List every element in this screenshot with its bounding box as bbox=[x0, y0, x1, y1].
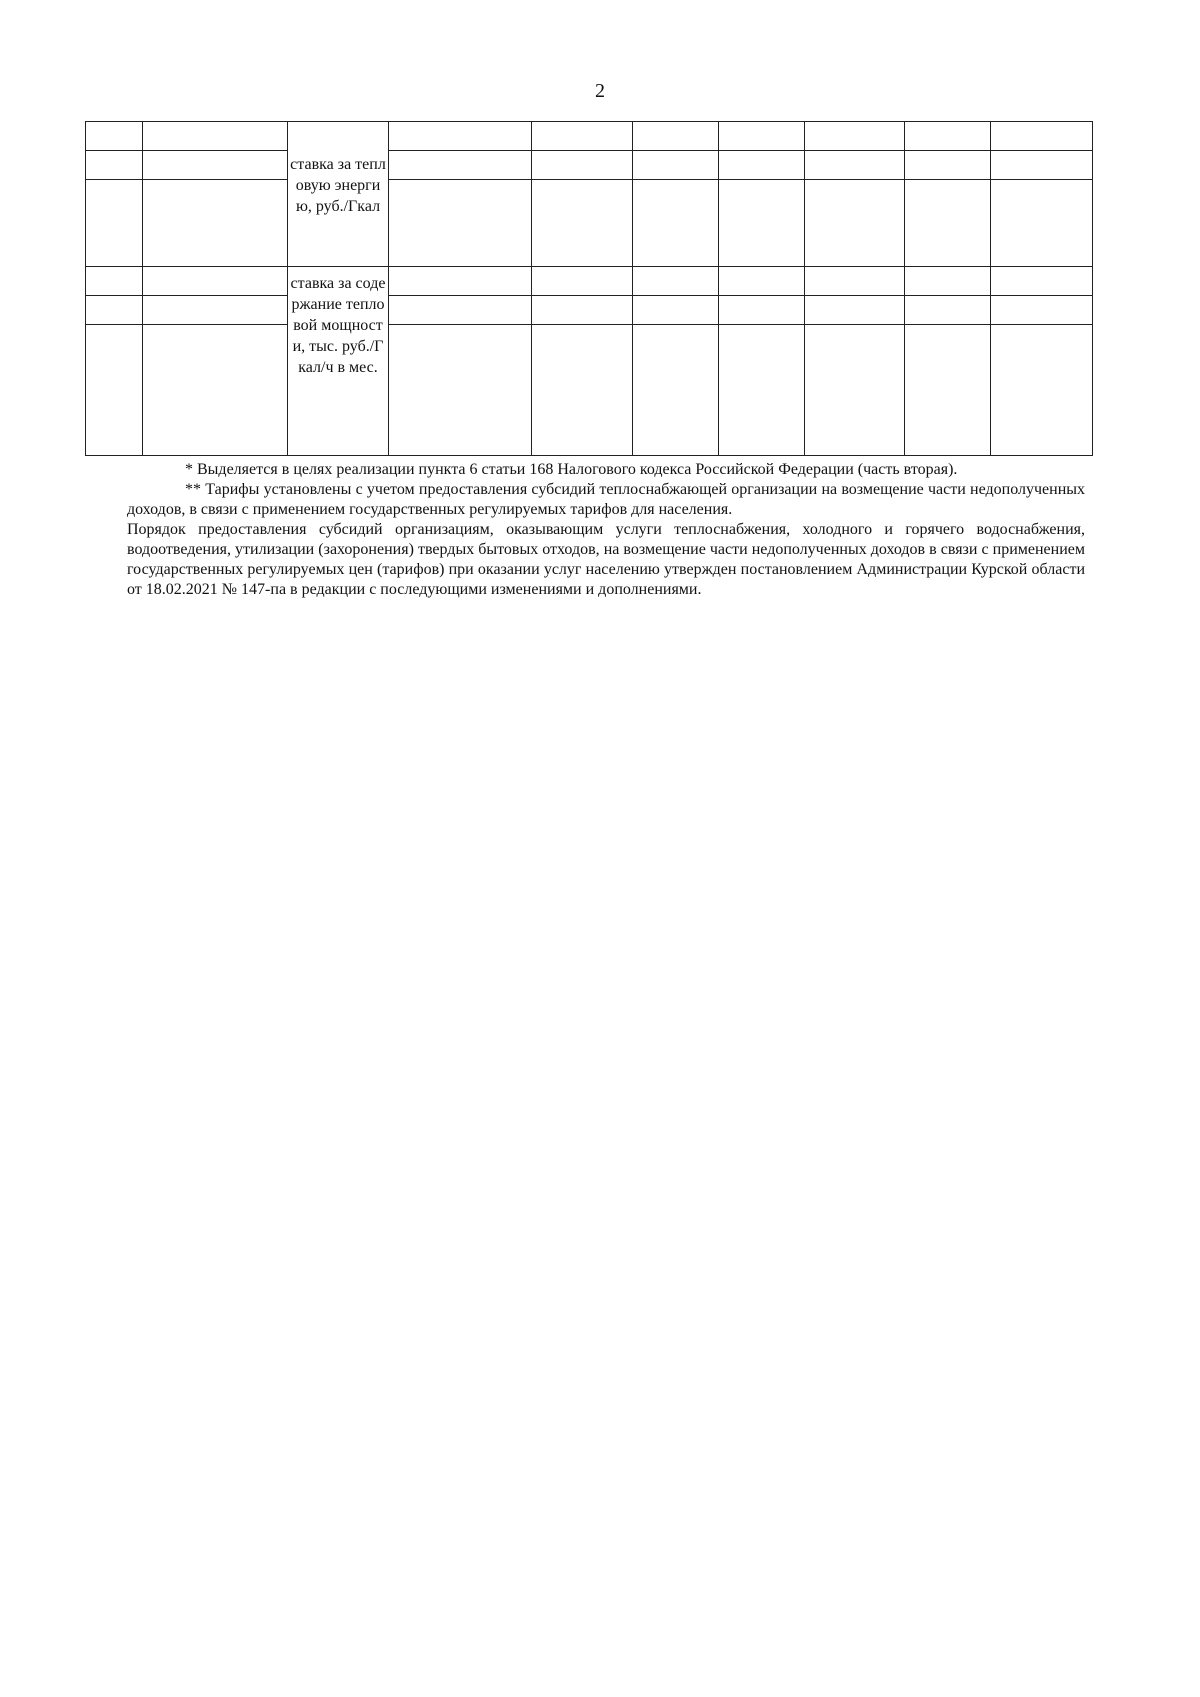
table-cell bbox=[905, 151, 991, 180]
table-cell bbox=[143, 296, 288, 325]
table-cell bbox=[805, 296, 905, 325]
table-cell bbox=[532, 325, 633, 456]
table-cell bbox=[86, 267, 143, 296]
table-cell bbox=[86, 122, 143, 151]
table-row bbox=[86, 267, 1093, 296]
table-cell bbox=[805, 325, 905, 456]
table-cell bbox=[532, 122, 633, 151]
subsidy-procedure-paragraph: Порядок предоставления субсидий организациям, оказывающим услуги теплоснабжения, холодного и горячего водоснабжения, водоотведения, утилизации (захоронения) твердых бытовых отходов, на возмещение части недополученных доходов в связи с применением государственных регулируемых цен (тарифов) при оказании услуг населению утвержден постановлением Администрации Курской области от 18.02.2021 № 147-па в редакции с последующими изменениями и дополнениями. bbox=[127, 521, 1085, 598]
footnote-subsidy: ** Тарифы установлены с учетом предоставления субсидий теплоснабжающей организации на возмещение части недополученных доходов, в связи с применением государственных регулируемых тарифов для населения. bbox=[127, 481, 1085, 518]
table-cell bbox=[905, 296, 991, 325]
notes-block bbox=[127, 460, 1085, 600]
table-cell bbox=[991, 180, 1093, 267]
table-cell bbox=[389, 296, 532, 325]
table-cell bbox=[86, 296, 143, 325]
table-cell bbox=[991, 296, 1093, 325]
table-cell bbox=[86, 325, 143, 456]
table-cell bbox=[805, 151, 905, 180]
table-cell bbox=[389, 325, 532, 456]
table-cell bbox=[719, 325, 805, 456]
table-cell bbox=[905, 180, 991, 267]
table-cell bbox=[805, 122, 905, 151]
table-cell bbox=[143, 325, 288, 456]
table-row bbox=[86, 122, 1093, 151]
table-cell bbox=[719, 151, 805, 180]
table-cell bbox=[143, 267, 288, 296]
table-cell bbox=[991, 325, 1093, 456]
table-cell bbox=[991, 122, 1093, 151]
rate-heat-label: ставка за тепловую энергию, руб./Гкал bbox=[288, 122, 389, 267]
rate-capacity-label: ставка за содержание тепловой мощности, тыс. руб./Гкал/ч в мес. bbox=[288, 267, 389, 456]
table-cell bbox=[532, 151, 633, 180]
table-cell bbox=[905, 267, 991, 296]
table-cell bbox=[86, 180, 143, 267]
table-cell bbox=[633, 325, 719, 456]
table-cell bbox=[719, 180, 805, 267]
table-cell bbox=[805, 180, 905, 267]
table-cell bbox=[719, 296, 805, 325]
table-cell bbox=[633, 151, 719, 180]
table-cell bbox=[633, 267, 719, 296]
table-cell bbox=[143, 180, 288, 267]
table-cell bbox=[143, 151, 288, 180]
table-cell bbox=[532, 180, 633, 267]
table-cell bbox=[633, 180, 719, 267]
table-cell bbox=[389, 151, 532, 180]
table-cell bbox=[805, 267, 905, 296]
table-cell bbox=[719, 267, 805, 296]
table-cell bbox=[389, 267, 532, 296]
table-cell bbox=[532, 267, 633, 296]
table-cell bbox=[633, 296, 719, 325]
footnote-vat: * Выделяется в целях реализации пункта 6 статьи 168 Налогового кодекса Российской Федерации (часть вторая). bbox=[185, 461, 958, 478]
table-cell bbox=[905, 325, 991, 456]
table-cell bbox=[719, 122, 805, 151]
table-cell bbox=[991, 151, 1093, 180]
table-cell bbox=[389, 122, 532, 151]
table-cell bbox=[389, 180, 532, 267]
page-number: 2 bbox=[595, 80, 605, 102]
table-cell bbox=[905, 122, 991, 151]
tariff-table bbox=[85, 121, 1093, 456]
table-row bbox=[86, 296, 1093, 325]
table-cell bbox=[86, 151, 143, 180]
table-row bbox=[86, 151, 1093, 180]
table-cell bbox=[991, 267, 1093, 296]
table-row bbox=[86, 325, 1093, 456]
table-cell bbox=[633, 122, 719, 151]
table-cell bbox=[532, 296, 633, 325]
table-cell bbox=[143, 122, 288, 151]
table-row bbox=[86, 180, 1093, 267]
